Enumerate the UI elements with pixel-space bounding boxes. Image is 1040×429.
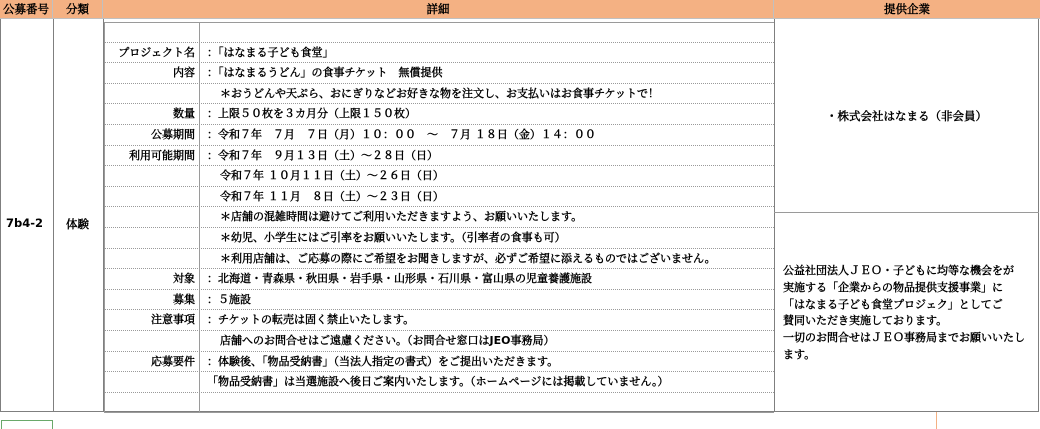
detail-value: ：体験後、「物品受納書」（当法人指定の書式）をご提出いただきます。 xyxy=(207,354,559,368)
detail-label: 公募期間 xyxy=(104,125,200,145)
detail-row xyxy=(104,249,774,270)
company-note-line: ます。 xyxy=(783,347,816,361)
detail-value: ＊おうどんや天ぷら、おにぎりなどお好きな物を注文し、お支払いはお食事チケットで！ xyxy=(220,86,660,100)
detail-label: 注意事項 xyxy=(104,310,200,330)
detail-row xyxy=(104,125,774,146)
detail-label: 内容 xyxy=(104,63,200,83)
detail-value: 「物品受納書」は当選施設へ後日ご案内いたします。（ホームページには掲載していません。） xyxy=(207,375,669,389)
company-note-line: 公益社団法人ＪＥＯ・子どもに均等な機会をが xyxy=(783,264,1014,277)
detail-label xyxy=(104,207,200,227)
detail-row xyxy=(104,63,774,84)
detail-value: ：５施設 xyxy=(207,292,251,306)
detail-row xyxy=(104,269,774,290)
detail-label xyxy=(104,331,200,351)
detail-value: ：「はなまるうどん」の食事チケット 無償提供 xyxy=(207,66,443,80)
detail-row xyxy=(104,104,774,125)
detail-row xyxy=(104,331,774,352)
detail-row xyxy=(104,310,774,331)
header-id: 公募番号 xyxy=(0,0,53,19)
detail-row xyxy=(104,166,774,187)
detail-row xyxy=(104,290,774,311)
detail-row xyxy=(104,207,774,228)
frame-left xyxy=(0,19,1,411)
detail-value: ：「はなまる子ども食堂」 xyxy=(207,45,334,59)
detail-label xyxy=(104,187,200,207)
detail-label xyxy=(104,23,200,42)
detail-label xyxy=(104,393,200,413)
detail-label: 応募要件 xyxy=(104,352,200,372)
record-category: 体験 xyxy=(66,217,89,231)
detail-row xyxy=(104,43,774,64)
detail-label: 利用可能期間 xyxy=(104,146,200,166)
detail-row xyxy=(104,372,774,393)
detail-value xyxy=(207,23,770,42)
detail-label xyxy=(104,228,200,248)
detail-row xyxy=(104,146,774,167)
detail-value xyxy=(207,393,770,413)
detail-value: ：上限５０枚を３カ月分（上限１５０枚） xyxy=(207,107,416,121)
detail-label: 募集 xyxy=(104,290,200,310)
header-category: 分類 xyxy=(53,0,103,19)
detail-label: 数量 xyxy=(104,104,200,124)
header-detail: 詳細 xyxy=(103,0,774,19)
detail-row xyxy=(104,84,774,105)
detail-value: 令和７年 １０月１１日（土）～２６日（日） xyxy=(220,169,444,183)
company-primary: ・株式会社はなまる（非会員） xyxy=(774,19,1039,213)
detail-value: ＊利用店舗は、ご応募の際にご希望をお聞きしますが、必ずご希望に添えるものではございません。 xyxy=(220,251,716,265)
detail-value: 令和７年 １１月 ８日（土）～２３日（日） xyxy=(220,189,444,203)
detail-label xyxy=(104,372,200,392)
frame-col-divider-1 xyxy=(53,19,54,411)
detail-value: ＊幼児、小学生にはご引率をお願いいたします。（引率者の食事も可） xyxy=(220,231,566,244)
detail-row xyxy=(104,352,774,373)
company-note-line: 賛同いただき実施しております。 xyxy=(783,314,948,328)
detail-value: 店舗へのお問合せはご遠慮ください。（お問合せ窓口はJEO事務局） xyxy=(220,334,555,347)
detail-row xyxy=(104,393,774,414)
company-note-line: 「はなまる子ども食堂プロジェク」としてご xyxy=(783,297,1003,311)
detail-row xyxy=(104,228,774,249)
detail-label xyxy=(104,166,200,186)
detail-label xyxy=(104,249,200,269)
detail-value: ：令和７年 ９月１３日（土）～２８日（日） xyxy=(207,148,438,162)
company-note-line: 実施する「企業からの物品提供支援事業」に xyxy=(783,280,1003,294)
cell-selection[interactable] xyxy=(1,420,53,429)
detail-value: ：チケットの転売は固く禁止いたします。 xyxy=(207,313,415,327)
record-id: 7b4-2 xyxy=(6,216,44,230)
company-note-line: 一切のお問合せはＪＥＯ事務局までお願いいたし xyxy=(783,331,1025,345)
detail-row xyxy=(104,187,774,208)
header-company: 提供企業 xyxy=(774,0,1040,19)
company-note xyxy=(783,263,1037,364)
detail-value: ：令和７年 ７月 ７日（月）１０：００ ～ ７月 １８日（金）１４：００ xyxy=(207,128,596,141)
detail-label: プロジェクト名 xyxy=(104,43,200,63)
detail-value: ＊店舗の混雑時間は避けてご利用いただきますよう、お願いいたします。 xyxy=(220,210,583,224)
cell-border-mark xyxy=(936,412,937,429)
detail-row xyxy=(104,22,774,43)
detail-value: ：北海道・青森県・秋田県・岩手県・山形県・石川県・富山県の児童養護施設 xyxy=(207,272,592,286)
detail-label: 対象 xyxy=(104,269,200,289)
detail-label xyxy=(104,84,200,104)
